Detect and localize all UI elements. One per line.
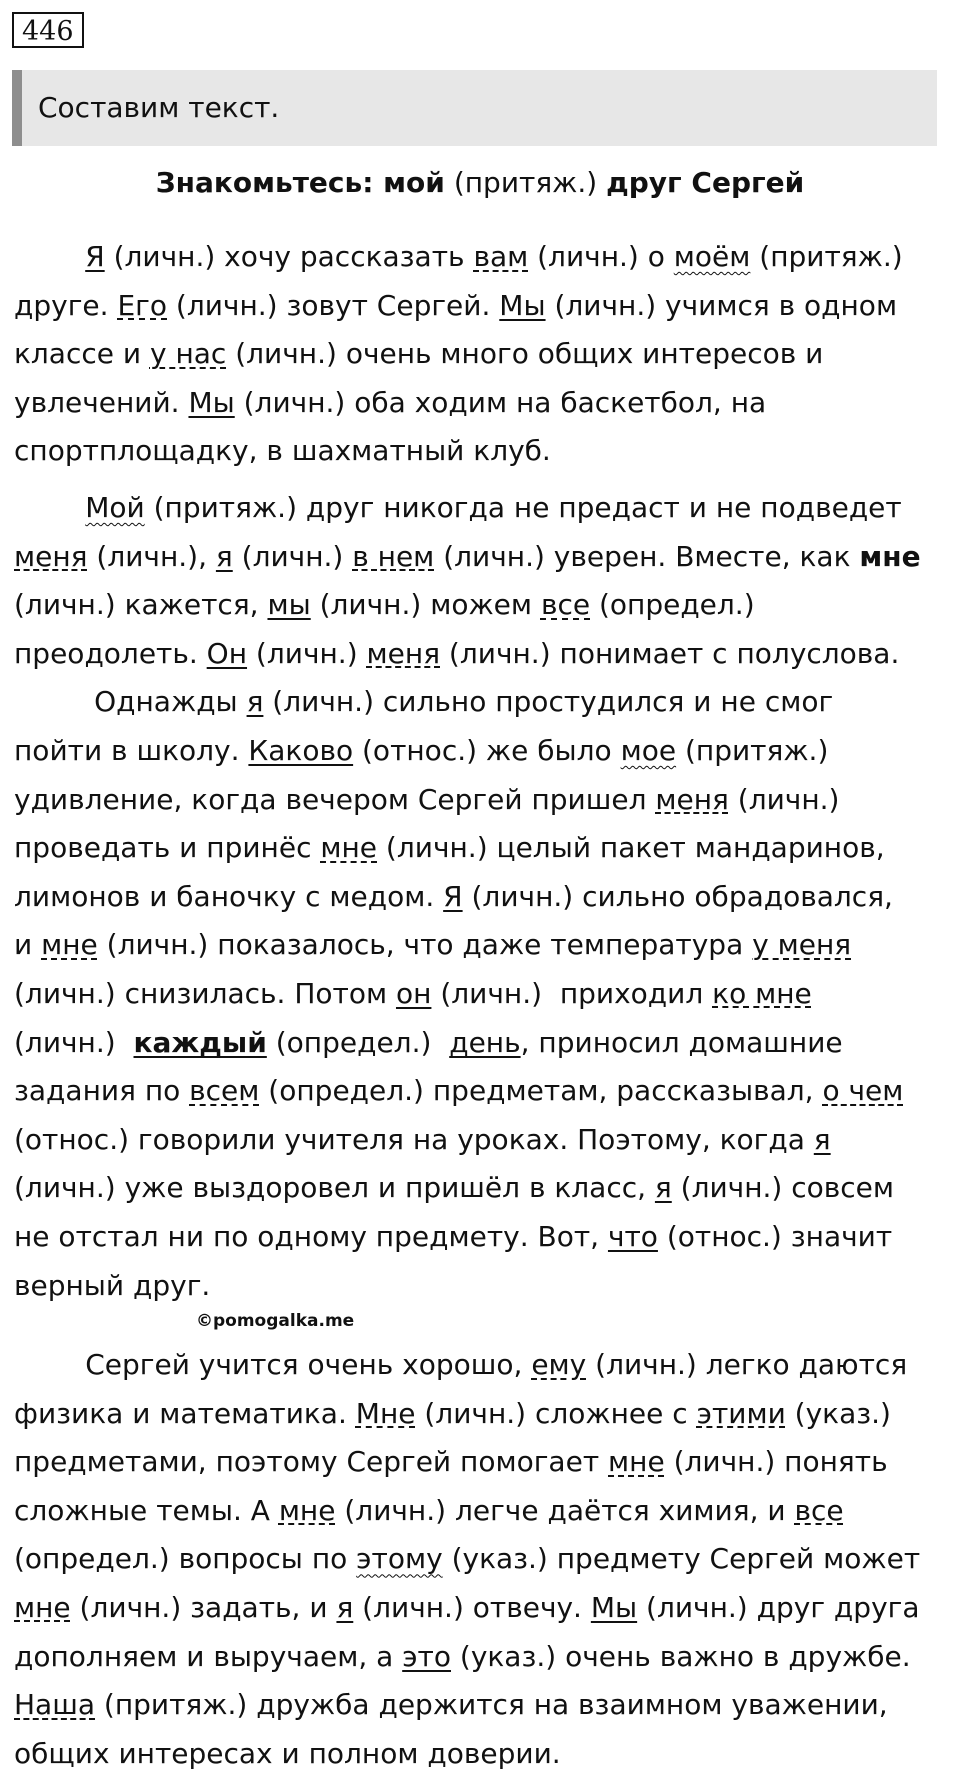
text-segment: (личн.) о (528, 240, 674, 273)
text-segment: (личн.) уверен. Вместе, как (434, 539, 860, 573)
dashed-underlined-word: Наша (14, 1688, 95, 1722)
text-segment: (личн.) кажется, (14, 588, 268, 622)
text-segment: увлечений. (14, 385, 189, 419)
paragraph-1 (14, 233, 944, 476)
text-segment: (относ.) значит (657, 1219, 893, 1253)
text-segment: (личн.) приходил (431, 976, 713, 1010)
text-segment: (личн.) можем (310, 588, 541, 622)
text-line (14, 1681, 944, 1730)
underlined-word: мы (267, 588, 311, 622)
text-line (14, 1019, 944, 1068)
underlined-word: я (813, 1122, 831, 1156)
underlined-word: Я (85, 240, 105, 273)
dashed-underlined-word: у меня (752, 928, 852, 962)
text-line (14, 581, 944, 630)
dashed-underlined-word: Его (117, 288, 167, 322)
text-segment: (личн.) (728, 782, 840, 816)
text-segment: пойти в школу. (14, 733, 249, 767)
dashed-underlined-word: Мне (355, 1396, 416, 1430)
text-segment: (личн.) (14, 1025, 134, 1059)
underlined-word: Мы (499, 288, 546, 322)
dashed-underlined-word: все (794, 1493, 844, 1527)
text-line (14, 921, 944, 970)
text-segment (14, 491, 85, 524)
underlined-word: Мы (188, 385, 235, 419)
text-line (14, 630, 944, 679)
text-line (14, 1584, 944, 1633)
text-line (14, 1390, 944, 1439)
paragraph-3 (14, 1341, 944, 1778)
text-segment: (личн.) учимся в одном (545, 288, 898, 322)
text-segment: (притяж.) (750, 240, 903, 273)
dashed-underlined-word: этими (696, 1396, 786, 1430)
text-segment: (определ.) (266, 1025, 450, 1059)
text-segment: (личн.) целый пакет мандаринов, (377, 831, 885, 865)
dashed-underlined-word: все (540, 588, 591, 622)
text-segment: , приносил домашние (520, 1025, 843, 1059)
dashed-underlined-word: мне (14, 1590, 71, 1624)
text-line (14, 282, 944, 331)
dashed-underlined-word: у нас (149, 337, 227, 371)
underlined-word: это (402, 1639, 451, 1673)
dashed-underlined-word: в нем (352, 539, 435, 573)
text-segment: (личн.) (247, 636, 367, 670)
text-line (14, 1487, 944, 1536)
text-line (14, 824, 944, 873)
text-segment: (относ.) говорили учителя на уроках. Поэтому, когда (14, 1122, 814, 1156)
text-segment: спортплощадку, в шахматный клуб. (14, 434, 551, 468)
text-segment: (личн.) зовут Сергей. (167, 288, 500, 322)
text-segment: дополняем и выручаем, а (14, 1639, 403, 1673)
underlined-word: он (395, 976, 432, 1010)
text-segment: задания по (14, 1074, 190, 1108)
text-line (14, 233, 944, 282)
underlined-word: день (449, 1025, 521, 1059)
underlined-word: я (654, 1171, 672, 1205)
text-segment: (личн.) очень много общих интересов и (226, 337, 824, 371)
text-line (14, 727, 944, 776)
text-segment: (личн.) уже выздоровел и пришёл в класс, (14, 1171, 655, 1205)
text-segment: преодолеть. (14, 636, 207, 670)
text-segment: (притяж.) друг никогда не предаст и не подведет (144, 491, 902, 524)
text-segment: (определ.) предметам, рассказывал, (259, 1074, 823, 1108)
text-line (14, 1213, 944, 1262)
text-segment: (личн.) совсем (671, 1171, 895, 1205)
text-segment: классе и (14, 337, 150, 371)
text-line (14, 1730, 944, 1779)
text-line (14, 1067, 944, 1116)
text-line (14, 970, 944, 1019)
text-segment: удивление, когда вечером Сергей пришел (14, 782, 656, 816)
text-segment: (личн.) оба ходим на баскетбол, на (234, 385, 767, 419)
text-segment: (указ.) предмету Сергей может (442, 1542, 921, 1576)
underlined-word: Я (443, 879, 463, 913)
dashed-underlined-word: мне (41, 928, 98, 962)
underlined-word: что (607, 1219, 658, 1253)
dashed-underlined-word: меня (655, 782, 729, 816)
bold-word: мне (859, 539, 921, 573)
text-segment: (указ.) (785, 1396, 891, 1430)
text-line (14, 427, 944, 476)
exercise-number: 446 (12, 12, 84, 48)
task-banner (12, 70, 937, 146)
text-segment: (личн.) друг друга (637, 1590, 920, 1624)
text-segment: общих интересах и полном доверии. (14, 1736, 561, 1770)
watermark: ©pomogalka.me (196, 1311, 355, 1331)
text-segment: (личн.) легче даётся химия, и (335, 1493, 795, 1527)
dashed-underlined-word: вам (473, 240, 529, 273)
text-segment: (личн.) задать, и (70, 1590, 337, 1624)
text-segment: (личн.) (232, 539, 353, 573)
dashed-underlined-word: меня (14, 539, 88, 573)
title-part-1: Знакомьтесь: мой (155, 166, 445, 199)
dashed-underlined-word: ему (531, 1348, 587, 1381)
text-segment: лимонов и баночку с медом. (14, 879, 444, 913)
text-segment: не отстал ни по одному предмету. Вот, (14, 1219, 608, 1253)
text-segment: (личн.) снизилась. Потом (14, 976, 396, 1010)
text-line (14, 1116, 944, 1165)
bold-underlined-word: каждый (133, 1025, 267, 1059)
text-line (14, 484, 944, 533)
text-segment: (относ.) же было (353, 733, 621, 767)
text-segment: (личн.) понимает с полуслова. (440, 636, 900, 670)
text-segment: (определ.) (590, 588, 755, 622)
text-line (14, 1535, 944, 1584)
text-line (14, 678, 944, 727)
text-segment (14, 240, 85, 273)
text-segment: Сергей учится очень хорошо, (14, 1348, 532, 1381)
wavy-underlined-word: Мой (85, 491, 145, 524)
text-segment: физика и математика. (14, 1396, 356, 1430)
text-segment: (определ.) вопросы по (14, 1542, 357, 1576)
text-segment: сложные темы. А (14, 1493, 279, 1527)
text-segment: (личн.) легко даются (586, 1348, 908, 1381)
text-segment: (личн.) понять (664, 1445, 888, 1479)
text-segment: проведать и принёс (14, 831, 321, 865)
text-line (14, 873, 944, 922)
text-segment: Однажды (14, 685, 247, 719)
text-segment: (личн.) сильно простудился и не смог (263, 685, 834, 719)
dashed-underlined-word: мне (278, 1493, 336, 1527)
text-title (0, 163, 960, 203)
dashed-underlined-word: меня (366, 636, 441, 670)
dashed-underlined-word: мне (608, 1445, 665, 1479)
title-part-2: (притяж.) (444, 166, 607, 199)
dashed-underlined-word: мне (320, 831, 378, 865)
text-segment: (личн.) отвечу. (353, 1590, 591, 1624)
underlined-word: я (215, 539, 233, 573)
text-segment: друге. (14, 288, 118, 322)
text-segment: (притяж.) дружба держится на взаимном уважении, (95, 1688, 888, 1722)
text-segment: (личн.) сильно обрадовался, (462, 879, 893, 913)
text-line (14, 1633, 944, 1682)
text-line (14, 1262, 944, 1311)
wavy-underlined-word: моём (673, 240, 751, 273)
task-text: Составим текст. (38, 91, 280, 124)
underlined-word: я (246, 685, 264, 719)
wavy-underlined-word: этому (356, 1542, 443, 1576)
text-line (14, 533, 944, 582)
text-segment: (личн.) показалось, что даже температура (97, 928, 753, 962)
underlined-word: Мы (590, 1590, 638, 1624)
title-part-3: друг Сергей (606, 166, 805, 199)
text-segment: (указ.) очень важно в дружбе. (451, 1639, 911, 1673)
text-segment: (притяж.) (676, 733, 829, 767)
text-segment: (личн.), (87, 539, 216, 573)
dashed-underlined-word: ко мне (712, 976, 812, 1010)
underlined-word: Каково (248, 733, 354, 767)
dashed-underlined-word: всем (189, 1074, 260, 1108)
text-line (14, 379, 944, 428)
text-segment: (личн.) сложнее с (415, 1396, 697, 1430)
underlined-word: Он (206, 636, 248, 670)
text-segment: и (14, 928, 42, 962)
paragraph-2 (14, 484, 944, 1310)
text-line (14, 1164, 944, 1213)
wavy-underlined-word: мое (620, 733, 677, 767)
text-line (14, 330, 944, 379)
text-segment: верный друг. (14, 1268, 211, 1302)
text-segment: предметами, поэтому Сергей помогает (14, 1445, 609, 1479)
text-line (14, 1438, 944, 1487)
text-line (14, 776, 944, 825)
dashed-underlined-word: о чем (822, 1074, 904, 1108)
underlined-word: я (336, 1590, 354, 1624)
text-segment: (личн.) хочу рассказать (104, 240, 474, 273)
text-line (14, 1341, 944, 1390)
